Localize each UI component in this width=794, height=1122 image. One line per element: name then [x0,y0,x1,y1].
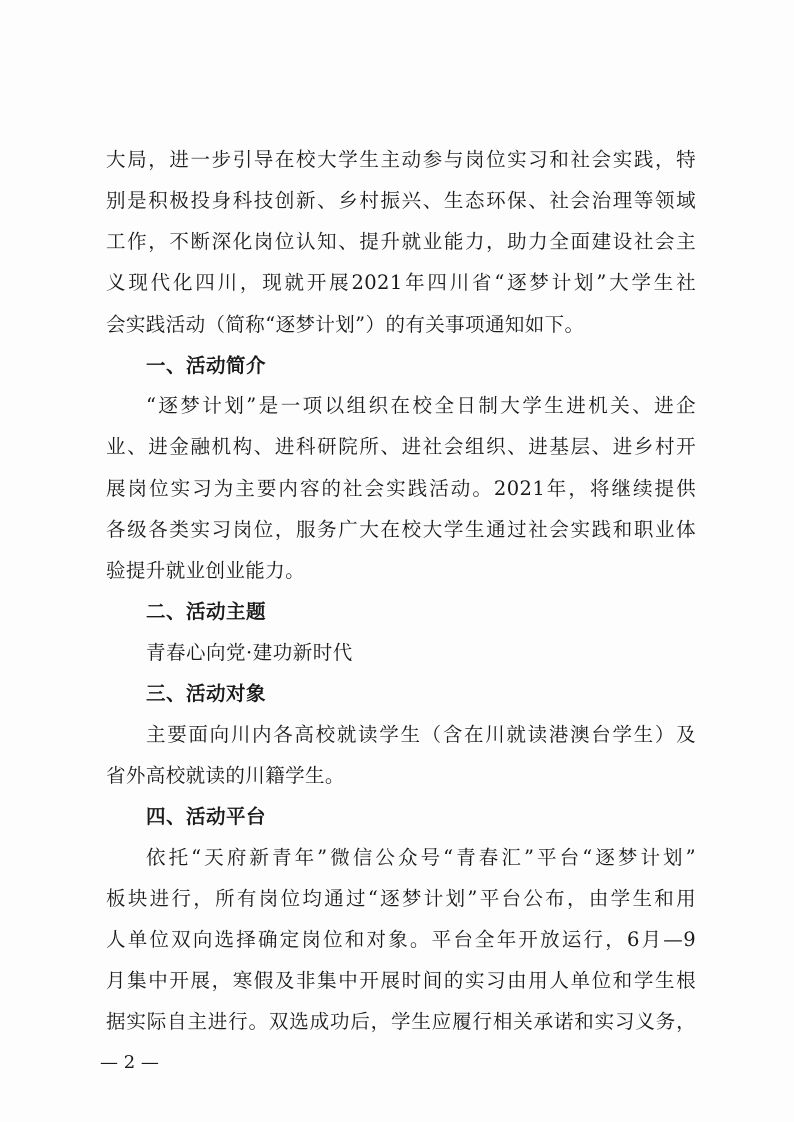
paragraph-line: 省外高校就读的川籍学生。 [106,764,345,787]
section-heading-intro: 一、活动简介 [146,354,267,377]
paragraph-line: “逐梦计划”是一项以组织在校全日制大学生进机关、进企 [146,394,696,417]
page-number: — 2 — [100,1052,159,1073]
paragraph-line: 主要面向川内各高校就读学生（含在川就读港澳台学生）及 [146,723,696,746]
paragraph-line: 各级各类实习岗位，服务广大在校大学生通过社会实践和职业体 [106,518,696,541]
paragraph-line: 义现代化四川，现就开展2021年四川省“逐梦计划”大学生社 [106,271,696,294]
paragraph-line: 展岗位实习为主要内容的社会实践活动。2021年，将继续提供 [106,477,696,500]
paragraph-line: 业、进金融机构、进科研院所、进社会组织、进基层、进乡村开 [106,435,696,458]
section-heading-platform: 四、活动平台 [146,805,267,828]
paragraph-line: 板块进行，所有岗位均通过“逐梦计划”平台公布，由学生和用 [106,887,696,910]
theme-text: 青春心向党·建功新时代 [146,641,353,664]
section-heading-theme: 二、活动主题 [146,600,267,623]
paragraph-line: 月集中开展，寒假及非集中开展时间的实习由用人单位和学生根 [106,969,696,992]
paragraph-line: 依托“天府新青年”微信公众号“青春汇”平台“逐梦计划” [146,846,696,869]
paragraph-line: 别是积极投身科技创新、乡村振兴、生态环保、社会治理等领域 [106,189,696,212]
paragraph-line: 验提升就业创业能力。 [106,559,306,582]
paragraph-line: 据实际自主进行。双选成功后，学生应履行相关承诺和实习义务， [106,1010,696,1033]
paragraph-line: 大局，进一步引导在校大学生主动参与岗位实习和社会实践，特 [106,148,696,171]
paragraph-line: 人单位双向选择确定岗位和对象。平台全年开放运行，6月—9 [106,928,696,951]
paragraph-line: 工作，不断深化岗位认知、提升就业能力，助力全面建设社会主 [106,230,696,253]
paragraph-line: 会实践活动（简称“逐梦计划”）的有关事项通知如下。 [106,313,585,336]
section-heading-target: 三、活动对象 [146,682,267,705]
